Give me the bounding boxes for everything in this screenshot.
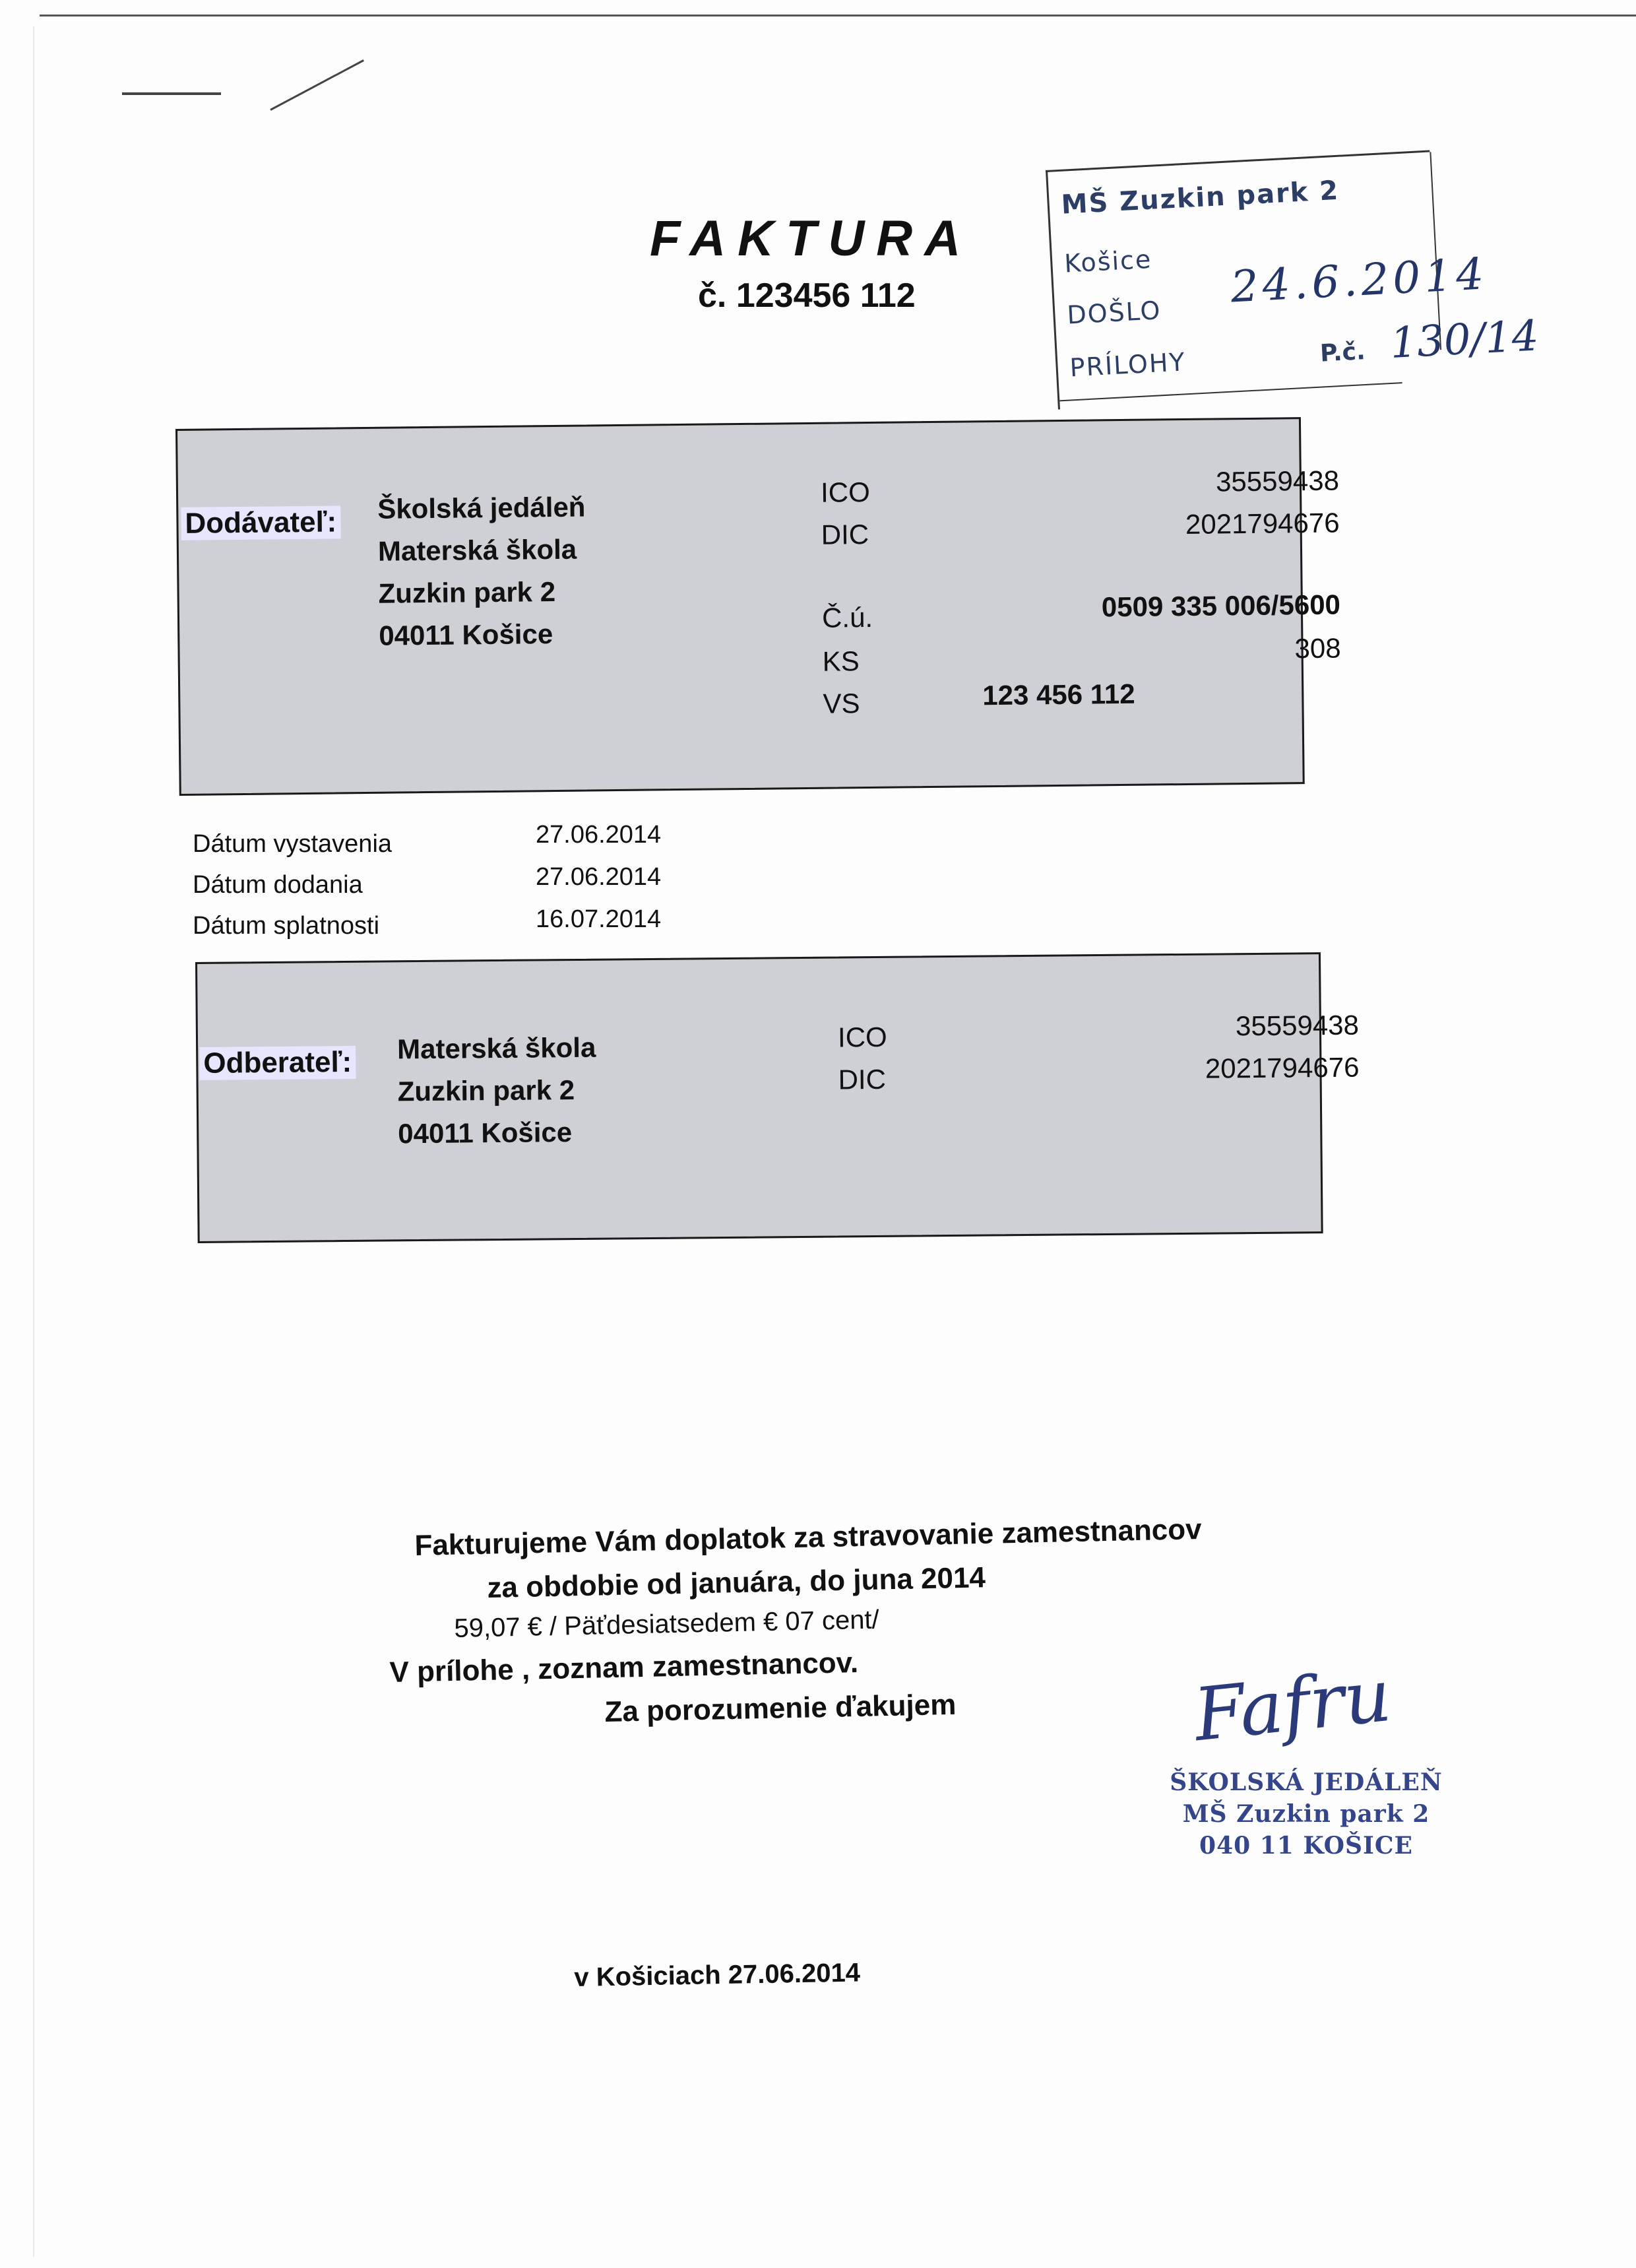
date-issued-label: Dátum vystavenia — [193, 830, 393, 858]
seal-line-1: ŠKOLSKÁ JEDÁLEŇ — [1170, 1768, 1443, 1796]
date-row — [193, 863, 662, 899]
date-issued-value: 27.06.2014 — [536, 821, 662, 849]
date-delivered-value: 27.06.2014 — [536, 863, 662, 891]
customer-ico-value: 35559438 — [1235, 1009, 1360, 1042]
stamp-attachments-label: PRÍLOHY — [1069, 347, 1187, 383]
date-due-value: 16.07.2014 — [536, 905, 662, 933]
customer-dic-value: 2021794676 — [1205, 1051, 1360, 1084]
supplier-vs-label: VS — [823, 688, 860, 719]
customer-box — [195, 952, 1360, 1243]
supplier-ks-label: KS — [822, 645, 860, 677]
signature-stamp — [1121, 1652, 1491, 1861]
supplier-label: Dodávateľ: — [181, 505, 340, 540]
seal-line-3: 040 11 KOŠICE — [1199, 1832, 1413, 1860]
received-stamp — [1046, 150, 1540, 409]
stamp-handwritten-number: 130/14 — [1389, 311, 1540, 368]
body-line-3: 59,07 € / Päťdesiatsedem € 07 cent/ — [454, 1605, 880, 1643]
customer-label: Odberateľ: — [199, 1046, 356, 1080]
customer-address-1: Zuzkin park 2 — [397, 1074, 575, 1107]
supplier-dic-value: 2021794676 — [1185, 507, 1340, 540]
scan-edge-line — [40, 15, 1636, 16]
supplier-ico-label: ICO — [820, 476, 870, 508]
supplier-ks-value: 308 — [1294, 632, 1341, 664]
customer-ico-label: ICO — [837, 1021, 887, 1053]
invoice-number: č. 123456 112 — [698, 276, 916, 315]
stamp-handwritten-date: 24.6.2014 — [1229, 248, 1490, 313]
customer-name: Materská škola — [396, 1031, 596, 1065]
supplier-address-1: Materská škola — [377, 533, 577, 567]
customer-dic-label: DIC — [838, 1063, 887, 1095]
supplier-box — [175, 417, 1341, 796]
supplier-address-2: Zuzkin park 2 — [378, 575, 556, 609]
date-row — [193, 821, 662, 859]
supplier-account-value: 0509 335 006/5600 — [1101, 589, 1341, 623]
supplier-account-label: Č.ú. — [821, 601, 873, 633]
pen-stroke — [270, 59, 364, 111]
supplier-ico-value: 35559438 — [1215, 465, 1340, 498]
date-due-label: Dátum splatnosti — [193, 912, 380, 940]
supplier-name: Školská jedáleň — [377, 491, 586, 525]
place-and-date: v Košiciach 27.06.2014 — [574, 1958, 861, 1992]
body-line-2: za obdobie od januára, do juna 2014 — [487, 1561, 986, 1604]
stamp-city: Košice — [1063, 244, 1153, 278]
date-delivered-label: Dátum dodania — [193, 871, 363, 899]
body-line-5: Za porozumenie ďakujem — [604, 1688, 957, 1728]
customer-address-2: 04011 Košice — [398, 1117, 573, 1150]
supplier-address-3: 04011 Košice — [379, 618, 553, 651]
supplier-vs-value: 123 456 112 — [982, 678, 1135, 711]
stamp-pc-label: P.č. — [1319, 338, 1366, 368]
scan-shadow — [33, 26, 34, 2257]
body-line-1: Fakturujeme Vám doplatok za stravovanie zamestnancov — [414, 1513, 1203, 1562]
document-title: FAKTURA — [650, 211, 973, 267]
handwritten-signature: Fafru — [1190, 1652, 1395, 1758]
stamp-institution: MŠ Zuzkin park 2 — [1060, 175, 1340, 220]
body-line-4: V prílohe , zoznam zamestnancov. — [389, 1646, 859, 1689]
stamp-received-label: DOŠLO — [1066, 296, 1162, 330]
date-row — [193, 905, 662, 940]
supplier-dic-label: DIC — [821, 519, 869, 550]
seal-line-2: MŠ Zuzkin park 2 — [1182, 1800, 1430, 1828]
pen-mark — [122, 92, 221, 95]
stamp-border-bottom — [1059, 382, 1402, 401]
